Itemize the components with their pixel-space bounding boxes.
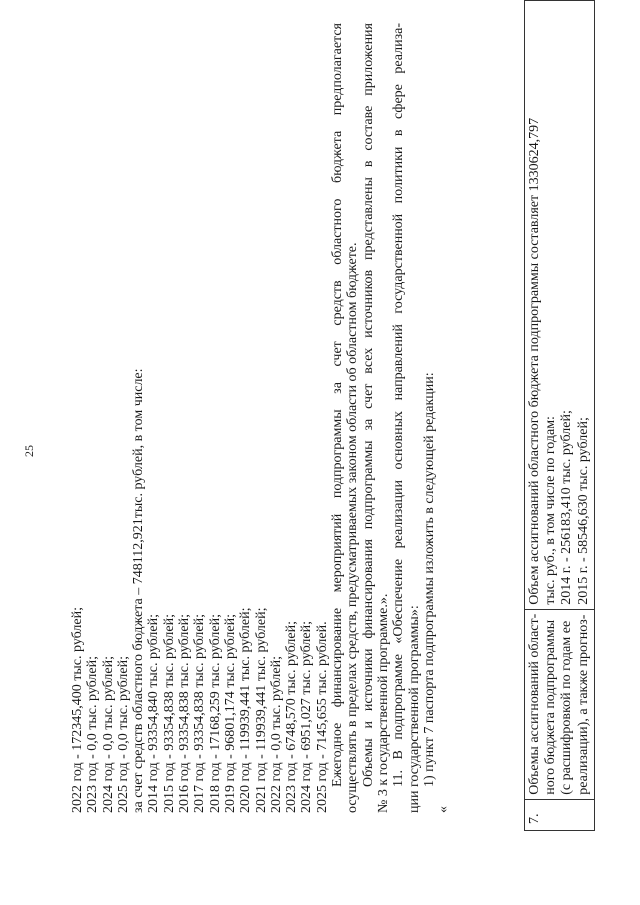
text-line: 2025 год - 0,0 тыс. рублей; [115,655,131,813]
text-line: 2021 год - 119939,441 тыс. рублей; [253,607,269,813]
cell-line: 2014 г. - 256183,410 тыс. рублей; [559,410,575,605]
text-line: 2014 год - 93354,840 тыс. рублей; [146,613,162,813]
cell-line: (с расшифровкой по годам ее [559,620,575,795]
paragraph-line: 1) пункт 7 паспорта подпрограммы изложить в следующей редакции: [421,372,437,787]
cell-line: 2015 г. - 58546,630 тыс. рублей; [575,417,591,605]
table-cell-value [525,1,595,610]
text-line: 2020 год - 119939,441 тыс. рублей; [238,607,254,813]
text-line: 2023 год - 6748,570 тыс. рублей; [284,620,300,813]
page-number: 25 [22,445,36,457]
text-line: 2025 год - 7145,655 тыс. рублей. [314,621,330,813]
cell-line: Объемы ассигнований област- [527,613,542,795]
paragraph-line: Ежегодное финансирование мероприятий подпрограммы за счет средств областного бюджета предполагается [330,23,346,787]
paragraph-line: 11. В подпрограмме «Обеспечение реализации основных направлений государственной политики в сфере реализа- [391,23,407,787]
cell-line: тыс. руб., в том числе по годам: [543,416,559,605]
paragraph-line: осуществлять в пределах средств, предусматриваемых законом области об областном бюджете. [345,242,361,813]
text-line: 2015 год - 93354,838 тыс. рублей; [161,613,177,813]
passport-table [524,0,595,831]
text-line: 2022 год - 172345,400 тыс. рублей; [70,606,85,813]
text-line: 2024 год - 0,0 тыс. рублей; [100,655,116,813]
table-row [525,1,595,831]
text-line: 2019 год - 96801,174 тыс. рублей; [222,613,238,813]
cell-line: реализации), а также прогноз- [575,614,591,795]
paragraph-line: ции государственной программы»: [406,605,422,813]
text-line: 2022 год - 0,0 тыс. рублей; [268,655,284,813]
text-line: 2023 год - 0,0 тыс. рублей; [85,655,101,813]
document-body [70,23,450,813]
table-cell-number: 7. [525,799,595,830]
table-cell-heading [525,609,595,799]
text-line: 2016 год - 93354,838 тыс. рублей; [177,613,193,813]
paragraph-line: Объемы и источники финансирования подпрограммы за счет всех источников представлены в составе приложения [360,23,376,787]
text-line: 2024 год - 6951,027 тыс. рублей; [299,620,315,813]
paragraph-line: № 3 к государственной программе.». [375,593,391,813]
cell-line: Объем ассигнований областного бюджета подпрограммы составляет 1330624,797 [527,117,542,605]
text-line: 2017 год - 93354,838 тыс. рублей; [192,613,208,813]
text-line: за счет средств областного бюджета – 748112,921тыс. рублей, в том числе: [131,368,147,813]
cell-line: ного бюджета подпрограммы [543,619,559,795]
quote-mark: « [436,806,452,813]
text-line: 2018 год - 17168,259 тыс. рублей; [207,613,223,813]
